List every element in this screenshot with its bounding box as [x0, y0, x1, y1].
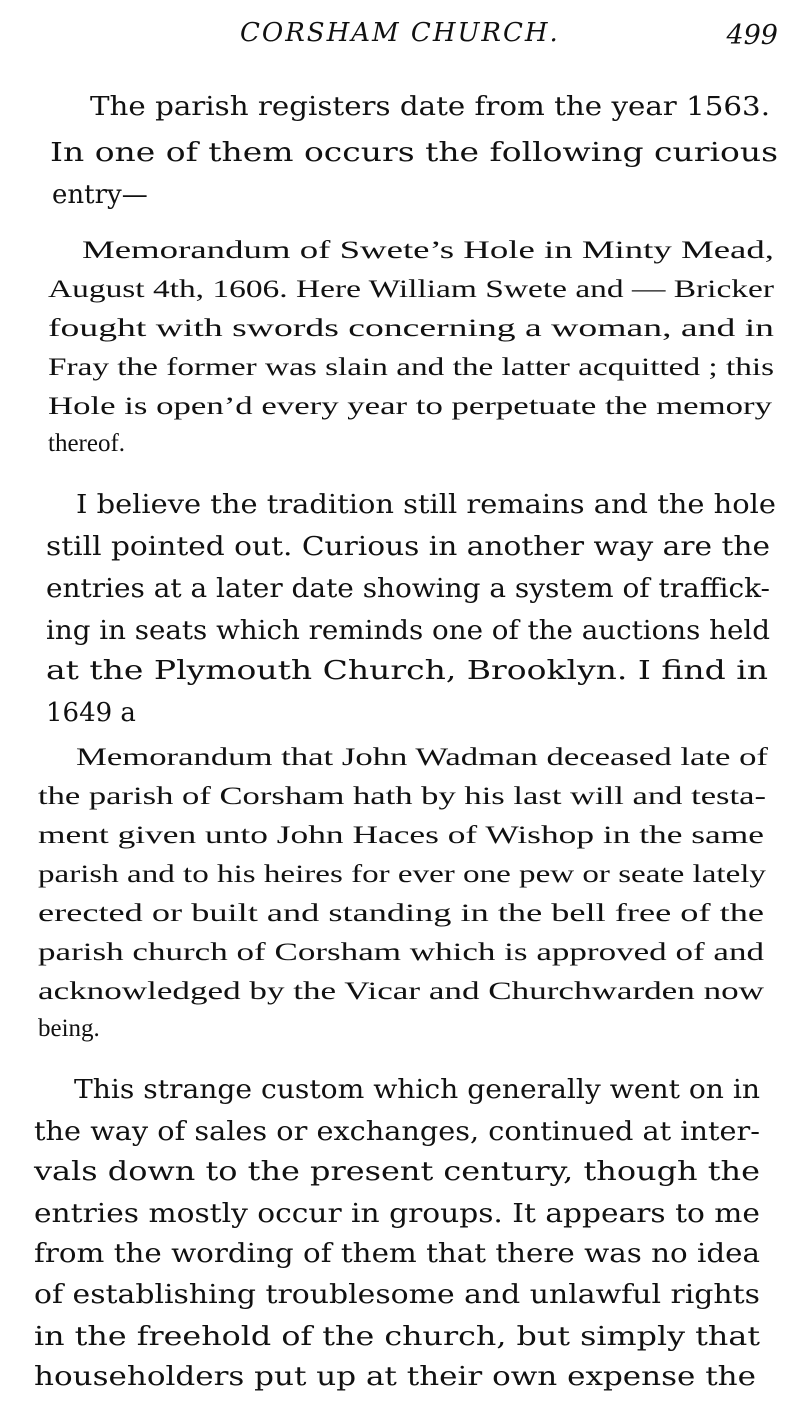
quote-line: August 4th, 1606. Here William Swete and — Bricker	[48, 276, 774, 303]
quote-line: acknowledged by the Vicar and Churchwarden now	[38, 978, 764, 1005]
text-line: still pointed out. Curious in another way are the	[46, 532, 770, 562]
quote-line: parish and to his heires for ever one pew or seate lately	[38, 861, 766, 888]
running-title: CORSHAM CHURCH.	[240, 18, 560, 48]
text-line: The parish registers date from the year 1563.	[90, 92, 771, 122]
quote-line: thereof.	[48, 430, 126, 457]
text-line: entries mostly occur in groups. It appears to me	[34, 1199, 760, 1229]
quote-line: Hole is open’d every year to perpetuate the memory	[48, 393, 773, 420]
text-line: in the freehold of the church, but simply that	[34, 1322, 761, 1352]
quote-line: fought with swords concerning a woman, and in	[48, 315, 775, 342]
text-line: at the Plymouth Church, Brooklyn. I find in	[46, 656, 769, 686]
text-line: 1649 a	[46, 698, 136, 728]
quote-line: Fray the former was slain and the latter acquitted ; this	[48, 354, 775, 381]
text-line: from the wording of them that there was no idea	[34, 1239, 761, 1269]
quote-line: Memorandum of Swete’s Hole in Minty Mead,	[82, 237, 775, 264]
text-line: I believe the tradition still remains and the hole	[76, 490, 776, 520]
text-line: householders put up at their own expense the	[34, 1362, 756, 1392]
text-line: entry—	[52, 180, 148, 210]
text-line: vals down to the present century, though the	[34, 1157, 760, 1187]
text-line: This strange custom which generally went on in	[74, 1075, 760, 1105]
quote-line: the parish of Corsham hath by his last will and testa-	[38, 783, 766, 810]
text-line: In one of them occurs the following curious	[50, 138, 779, 168]
text-line: entries at a later date showing a system of traffick-	[46, 574, 770, 604]
page-number: 499	[726, 20, 778, 51]
page-header	[0, 18, 800, 58]
text-line: the way of sales or exchanges, continued at inter-	[34, 1117, 760, 1147]
quote-line: ment given unto John Haces of Wishop in the same	[38, 822, 764, 849]
quote-line: parish church of Corsham which is approved of and	[38, 939, 765, 966]
quote-line: Memorandum that John Wadman deceased late of	[76, 744, 768, 771]
text-line: of establishing troublesome and unlawful rights	[34, 1280, 760, 1310]
quote-line: being.	[38, 1015, 100, 1042]
text-line: ing in seats which reminds one of the auctions held	[46, 616, 770, 646]
quote-line: erected or built and standing in the bell free of the	[38, 900, 765, 927]
